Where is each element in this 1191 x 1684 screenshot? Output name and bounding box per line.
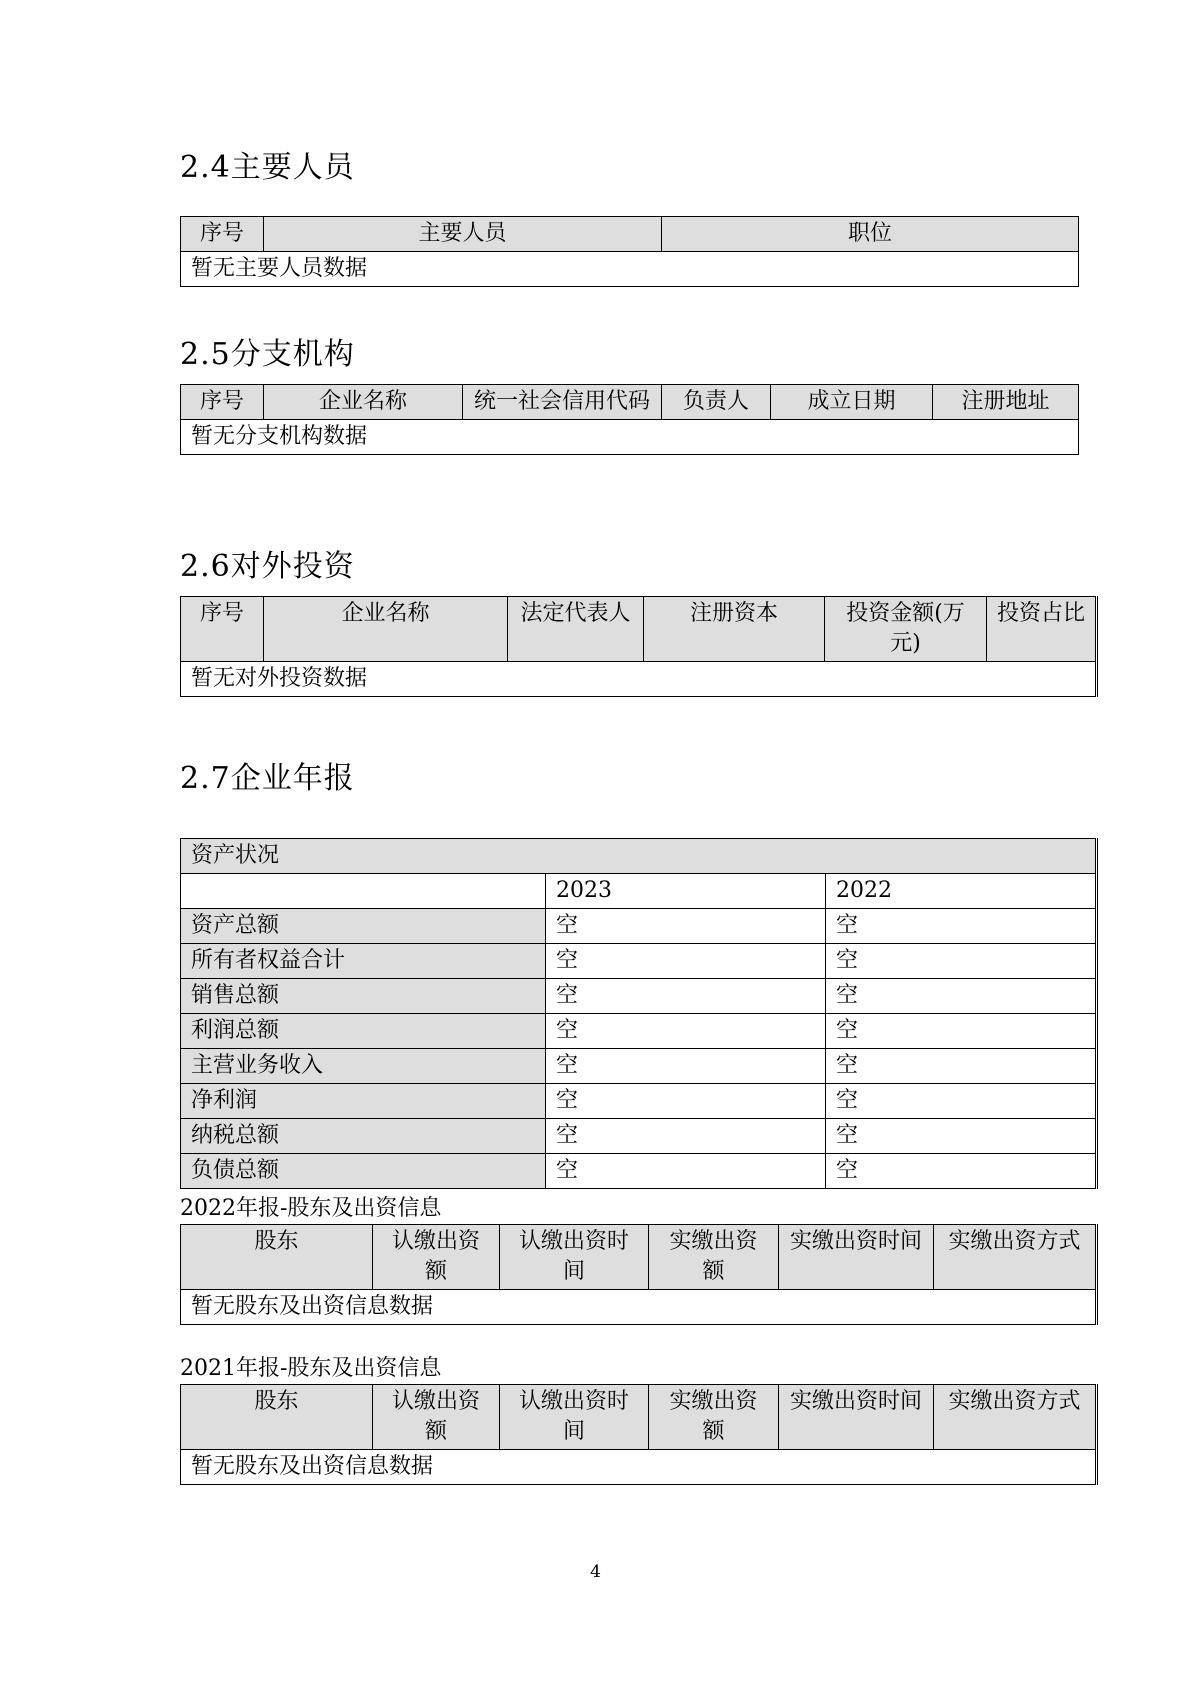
- header-cell: 序号: [181, 217, 264, 252]
- value-cell: 空: [546, 1014, 826, 1049]
- table-header-row: [181, 385, 1079, 420]
- header-cell: 统一社会信用代码: [463, 385, 662, 420]
- empty-message: 暂无分支机构数据: [181, 420, 1079, 455]
- year-header-row: [181, 874, 1097, 909]
- empty-message: 暂无主要人员数据: [181, 252, 1079, 287]
- row-label: 资产总额: [181, 909, 546, 944]
- value-cell: 空: [826, 909, 1097, 944]
- table-row: [181, 1049, 1097, 1084]
- table-row: [181, 420, 1079, 455]
- header-cell: 股东: [181, 1225, 373, 1290]
- empty-message: 暂无股东及出资信息数据: [181, 1290, 1097, 1325]
- table-row: [181, 944, 1097, 979]
- value-cell: 空: [546, 944, 826, 979]
- table-header-row: [181, 1385, 1097, 1450]
- value-cell: 空: [826, 1084, 1097, 1119]
- row-label: 纳税总额: [181, 1119, 546, 1154]
- row-label: 所有者权益合计: [181, 944, 546, 979]
- header-cell: 序号: [181, 597, 264, 662]
- header-cell: 序号: [181, 385, 264, 420]
- investments-table: [180, 596, 1098, 697]
- year-cell: 2023: [546, 874, 826, 909]
- header-cell: 注册地址: [933, 385, 1079, 420]
- header-cell: 企业名称: [264, 597, 508, 662]
- header-cell: 注册资本: [644, 597, 825, 662]
- value-cell: 空: [826, 944, 1097, 979]
- value-cell: 空: [826, 1014, 1097, 1049]
- header-cell: 实缴出资时间: [779, 1225, 934, 1290]
- table-row: [181, 979, 1097, 1014]
- header-cell: 认缴出资时间: [500, 1225, 649, 1290]
- header-cell: 股东: [181, 1385, 373, 1450]
- section-title-investments: 2.6对外投资: [180, 549, 355, 584]
- table-row: [181, 1119, 1097, 1154]
- value-cell: 空: [546, 1119, 826, 1154]
- table-row: [181, 1290, 1097, 1325]
- year-cell: 2022: [826, 874, 1097, 909]
- table-row: [181, 1154, 1097, 1189]
- header-cell: 实缴出资方式: [934, 1385, 1097, 1450]
- table-row: [181, 1450, 1097, 1485]
- row-label: 主营业务收入: [181, 1049, 546, 1084]
- header-cell: 主要人员: [264, 217, 662, 252]
- branches-table: [180, 384, 1079, 455]
- value-cell: 空: [546, 1154, 826, 1189]
- header-cell: 认缴出资额: [373, 1385, 500, 1450]
- header-cell: 成立日期: [771, 385, 933, 420]
- header-cell: 实缴出资额: [649, 1225, 779, 1290]
- value-cell: 空: [546, 909, 826, 944]
- report-2021-caption: 2021年报-股东及出资信息: [180, 1356, 442, 1381]
- value-cell: 空: [826, 979, 1097, 1014]
- header-cell: 认缴出资时间: [500, 1385, 649, 1450]
- empty-message: 暂无对外投资数据: [181, 662, 1097, 697]
- page-number: 4: [590, 1562, 601, 1582]
- header-cell: 认缴出资额: [373, 1225, 500, 1290]
- section-title-key-personnel: 2.4主要人员: [180, 150, 355, 185]
- key-personnel-table: [180, 216, 1079, 287]
- header-cell: 实缴出资额: [649, 1385, 779, 1450]
- table-row: [181, 662, 1097, 697]
- table-row: [181, 1084, 1097, 1119]
- header-cell: 投资占比: [987, 597, 1097, 662]
- section-title-branches: 2.5分支机构: [180, 337, 355, 372]
- header-cell: 实缴出资方式: [934, 1225, 1097, 1290]
- report-2022-shareholder-table: [180, 1224, 1098, 1325]
- table-row: [181, 252, 1079, 287]
- asset-status-title: 资产状况: [181, 839, 1097, 874]
- header-cell: 投资金额(万元): [825, 597, 987, 662]
- table-title-row: [181, 839, 1097, 874]
- row-label: 净利润: [181, 1084, 546, 1119]
- table-header-row: [181, 597, 1097, 662]
- blank-cell: [181, 874, 546, 909]
- report-2022-caption: 2022年报-股东及出资信息: [180, 1196, 442, 1221]
- report-2021-shareholder-table: [180, 1384, 1098, 1485]
- table-header-row: [181, 1225, 1097, 1290]
- empty-message: 暂无股东及出资信息数据: [181, 1450, 1097, 1485]
- header-cell: 实缴出资时间: [779, 1385, 934, 1450]
- value-cell: 空: [546, 1084, 826, 1119]
- value-cell: 空: [826, 1119, 1097, 1154]
- header-cell: 法定代表人: [508, 597, 644, 662]
- asset-status-table: [180, 838, 1098, 1189]
- table-header-row: [181, 217, 1079, 252]
- header-cell: 负责人: [662, 385, 771, 420]
- row-label: 销售总额: [181, 979, 546, 1014]
- section-title-annual-report: 2.7企业年报: [180, 761, 355, 796]
- row-label: 利润总额: [181, 1014, 546, 1049]
- table-row: [181, 1014, 1097, 1049]
- row-label: 负债总额: [181, 1154, 546, 1189]
- header-cell: 企业名称: [264, 385, 463, 420]
- value-cell: 空: [826, 1154, 1097, 1189]
- value-cell: 空: [546, 979, 826, 1014]
- value-cell: 空: [546, 1049, 826, 1084]
- header-cell: 职位: [662, 217, 1079, 252]
- value-cell: 空: [826, 1049, 1097, 1084]
- table-row: [181, 909, 1097, 944]
